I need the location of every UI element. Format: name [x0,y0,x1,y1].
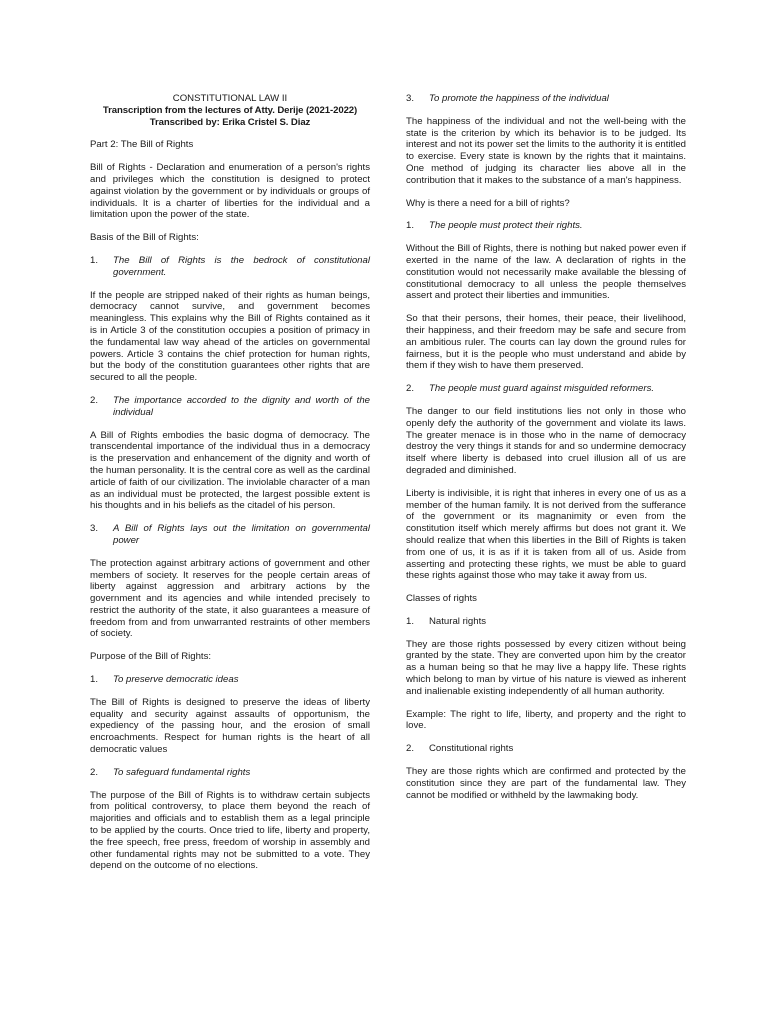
part-title: Part 2: The Bill of Rights [90,139,194,151]
purpose-item-1 [90,674,370,686]
basis-item-2-title: The importance accorded to the dignity and worth of the individual [113,394,370,418]
transcriber-line: Transcribed by: Erika Cristel S. Diaz [149,116,311,128]
need-item-1-title: The people must protect their rights. [429,220,583,232]
need-item-1 [406,220,686,232]
class-item-1-body: They are those rights possessed by every citizen without being granted by the state. They are converted upon him by the creator as a human being so that he may live a happy life. These rights which belong to man by virtue of his nature is viewed as inherent and inalienable existing independently of all human authority. [406,638,686,697]
document-header [90,93,370,128]
purpose-item-3-body: The happiness of the individual and not the well-being with the state is the criterion by which its behavior is to be judged. Its interest and not its power set the limits to the authority it is entitled to exercise. Every state is known by the rights that it maintains. One method of judging its character lies above all in the contribution that it makes to the substance of a man's happiness. [406,115,686,186]
basis-item-3-number: 3. [90,523,99,535]
basis-item-1 [90,255,370,279]
class-item-2-title: Constitutional rights [429,743,514,755]
class-item-2 [406,743,686,755]
bill-of-rights-definition: Bill of Rights - Declaration and enumeration of a person's rights and privileges which the constitution is designed to protect against violation by the government or by individuals or groups of individuals. It is a charter of liberties for the individual and a limitation upon the power of the state. [90,162,370,221]
need-item-1-number: 1. [406,220,415,232]
need-item-2-number: 2. [406,383,415,395]
right-column [406,93,686,812]
purpose-heading: Purpose of the Bill of Rights: [90,651,212,663]
need-item-2-body-b: Liberty is indivisible, it is right that inheres in every one of us as a member of the human family. It is not derived from the sufferance of the government or its magnanimity or even from the constitution itself which merely affirms but does not grant it. We should realize that when this liberties in the Bill of Rights is taken from one of us, it is as if it is taken from all of us. Aside from asserting and protecting these rights, we must be able to guard these rights against those who may take it away from us. [406,487,686,582]
basis-item-1-number: 1. [90,254,99,266]
classes-heading: Classes of rights [406,593,477,605]
basis-item-3-title: A Bill of Rights lays out the limitation on governmental power [113,523,370,546]
basis-item-2-number: 2. [90,394,99,406]
need-item-2-body-a: The danger to our field institutions lies not only in those who openly defy the authority of the government and violate its laws. The greater menace is in those who in the name of democracy destroy the very things it stands for and so undermine democracy itself where liberty is debased into cruel illusion all of us are degraded and diminished. [406,405,686,476]
purpose-item-3-title: To promote the happiness of the individual [429,93,609,104]
need-item-2 [406,383,686,395]
class-item-1 [406,616,686,628]
class-item-2-body: They are those rights which are confirmed and protected by the constitution since they are part of the fundamental law. They cannot be modified or withheld by the lawmaking body. [406,766,686,801]
purpose-item-2-title: To safeguard fundamental rights [113,766,251,778]
need-item-1-body-b: So that their persons, their homes, their peace, their livelihood, their happiness, and their freedom may be safe and secure from an ambitious ruler. The courts can lay down the ground rules for fairness, but it is the people who must understand and abide by them if they wish to have them preserved. [406,313,686,372]
basis-item-1-body: If the people are stripped naked of their rights as human beings, democracy cannot survive, and government becomes meaningless. This explains why the Bill of Rights contained as it is in Article 3 of the constitution occupies a position of primacy in the fundamental law way ahead of the articles on governmental powers. Article 3 contains the chief protection for human rights, but the body of the constitution guarantees other rights that are secured to all the people. [90,289,370,384]
transcription-line: Transcription from the lectures of Atty. Derije (2021-2022) [102,104,358,116]
purpose-item-2-number: 2. [90,766,99,778]
need-item-1-body-a: Without the Bill of Rights, there is nothing but naked power even if exerted in the name of the law. A declaration of rights in the constitution would not necessarily make available the blessing of constitutional democracy to all unless the people themselves assert and protect their liberties and immunities. [406,243,686,302]
purpose-item-2-body: The purpose of the Bill of Rights is to withdraw certain subjects from political controversy, to place them beyond the reach of majorities and officials and to establish them as a legal principle to be applied by the courts. Once tried to life, liberty and property, the free speech, free press, freedom of worship in assembly and other fundamental rights may not be submitted to a vote. They depend on the outcome of no elections. [90,789,370,872]
document-title: CONSTITUTIONAL LAW II [172,93,288,104]
purpose-item-1-body: The Bill of Rights is designed to preserve the ideas of liberty equality and security against assaults of opportunism, the expediency of the passing hour, and the erosion of small encroachments. Respect for human rights is the heart of all democratic values [90,696,370,756]
class-item-1-example: Example: The right to life, liberty, and property and the right to love. [406,708,686,732]
purpose-item-2 [90,767,370,779]
need-heading: Why is there a need for a bill of rights? [406,197,570,209]
basis-item-2-body: A Bill of Rights embodies the basic dogma of democracy. The transcendental importance of the individual thus in a democracy is the preservation and enhancement of the dignity and worth of the human personality. It is the central core as well as the cardinal article of faith of our civilization. The inviolable character of a man as an individual must be protected, the largest possible extent is his thoughts and in his beliefs as the citadel of his person. [90,429,370,512]
purpose-item-3-number: 3. [406,93,415,104]
purpose-item-1-title: To preserve democratic ideas [113,674,239,686]
purpose-item-1-number: 1. [90,674,99,686]
basis-item-3-body: The protection against arbitrary actions of government and other members of society. It reserves for the people certain areas of liberty against aggression and arbitrary actions by the government and its agencies and while intended precisely to restrict the authority of the state, it also guarantees a measure of freedom from and from unwarranted restraints of other members of society. [90,557,370,640]
basis-item-1-title: The Bill of Rights is the bedrock of constitutional government. [113,254,370,278]
class-item-1-number: 1. [406,615,415,627]
basis-item-3 [90,523,370,547]
need-item-2-title: The people must guard against misguided reformers. [429,383,655,395]
class-item-2-number: 2. [406,743,415,755]
purpose-item-3 [406,93,686,105]
basis-item-2 [90,395,370,419]
class-item-1-title: Natural rights [429,615,487,627]
basis-heading: Basis of the Bill of Rights: [90,232,199,244]
left-column [90,93,370,883]
